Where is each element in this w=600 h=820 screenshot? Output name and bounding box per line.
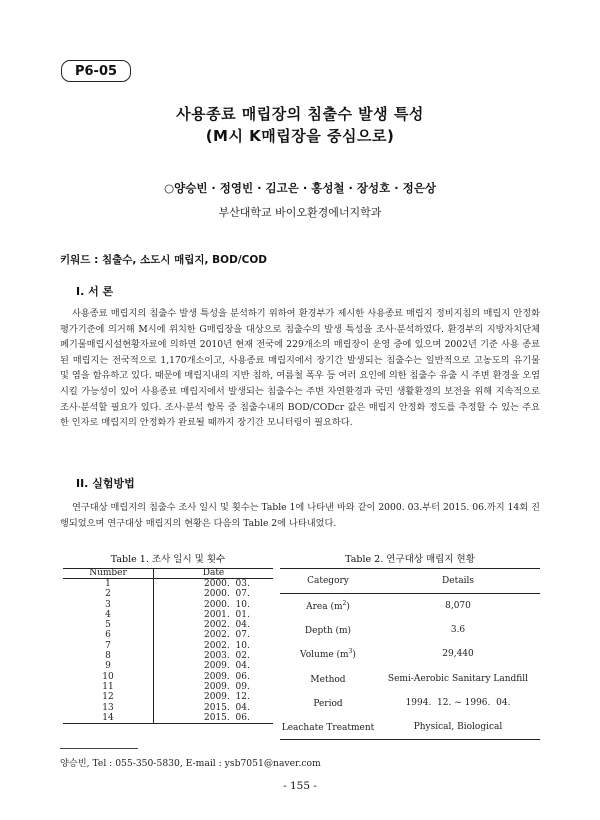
table2-row xyxy=(280,691,540,715)
table1-cell-number: 8 xyxy=(63,651,154,661)
table1-cell-number: 1 xyxy=(63,579,154,590)
section-heading-intro: I. 서 론 xyxy=(76,285,114,298)
table1-cell-number: 13 xyxy=(63,703,154,713)
table2-caption: Table 2. 연구대상 매립지 현황 xyxy=(345,554,475,565)
table2-cell-category xyxy=(280,715,376,740)
table2-cell-category xyxy=(280,642,376,666)
table2-category-text: Leachate Treatment xyxy=(281,723,375,734)
table2-category-text: Volume (m xyxy=(300,650,349,661)
table1-cell-number: 9 xyxy=(63,661,154,671)
table1-cell-date: 2009. 04. xyxy=(204,661,250,672)
author-list: ○양승빈 · 정영빈 · 김고은 · 홍성철 · 장성호 · 정은상 xyxy=(164,181,436,195)
table2-row xyxy=(280,667,540,691)
table2-cell-details: 8,070 xyxy=(445,601,471,612)
table1-cell-number: 14 xyxy=(63,713,154,724)
affiliation: 부산대학교 바이오환경에너지학과 xyxy=(218,206,382,219)
table1-cell-number: 11 xyxy=(63,682,154,692)
table2-cell-category xyxy=(280,691,376,715)
table1-cell-date: 2002. 07. xyxy=(204,630,250,641)
table1-header-number: Number xyxy=(63,569,154,579)
table2-category-text: Period xyxy=(313,698,343,709)
table1-cell-number: 6 xyxy=(63,630,154,640)
table2-header-category: Category xyxy=(280,569,376,594)
footnote-divider xyxy=(60,748,138,749)
table1-row xyxy=(63,672,273,682)
table2-cell-details: Physical, Biological xyxy=(413,722,503,733)
table2-header-details: Details xyxy=(376,569,540,594)
footnote: 양승빈, Tel : 055-350-5830, E-mail : ysb7051@naver.com xyxy=(60,758,321,769)
table1-cell-number: 7 xyxy=(63,641,154,651)
table1-cell-date: 2002. 04. xyxy=(204,620,250,631)
table2-category-exponent: 3 xyxy=(348,648,353,656)
table2-cell-category xyxy=(280,594,376,619)
table1-cell-number: 10 xyxy=(63,672,154,682)
table1-row xyxy=(63,610,273,620)
table1-cell-number: 4 xyxy=(63,610,154,620)
table1-cell-number: 5 xyxy=(63,620,154,630)
table1-cell-number: 2 xyxy=(63,589,154,599)
table2-category-text: Depth (m) xyxy=(304,626,352,637)
table1-row xyxy=(63,589,273,599)
table1-cell-number: 3 xyxy=(63,600,154,610)
table1-cell-date: 2015. 06. xyxy=(204,712,250,723)
table2-category-close: ) xyxy=(352,650,356,661)
table1 xyxy=(63,568,273,724)
table2-category-text: Method xyxy=(310,674,346,685)
table1-cell-date: 2009. 06. xyxy=(204,671,250,682)
table1-row xyxy=(63,692,273,702)
paper-subtitle: (M시 K매립장을 중심으로) xyxy=(205,127,395,145)
session-badge: P6-05 xyxy=(61,60,131,82)
table1-cell-date: 2000. 10. xyxy=(204,599,250,610)
table2-cell-details: 29,440 xyxy=(442,649,474,660)
table1-cell-date: 2000. 07. xyxy=(204,589,250,600)
table1-row xyxy=(63,713,273,724)
table1-row xyxy=(63,703,273,713)
table1-cell-date: 2009. 12. xyxy=(204,692,250,703)
table2-category-close: ) xyxy=(346,602,350,613)
table2-cell-category xyxy=(280,667,376,691)
methods-paragraph: 연구대상 매립지의 침출수 조사 일시 및 횟수는 Table 1에 나타낸 바와 같이 2000. 03.부터 2015. 06.까지 14회 진행되었으며 연구대상 매립지의 현황은 다음의 Table 2에 나타내었다. xyxy=(60,502,540,529)
table1-cell-date: 2002. 10. xyxy=(204,640,250,651)
table2-category-exponent: 2 xyxy=(342,600,347,608)
keywords: 키워드 : 침출수, 소도시 매립지, BOD/COD xyxy=(60,254,267,266)
table2-cell-details: Semi-Aerobic Sanitary Landfill xyxy=(387,673,529,684)
table1-row xyxy=(63,641,273,651)
table1-cell-number: 12 xyxy=(63,692,154,702)
table2-cell-details: 1994. 12. ~ 1996. 04. xyxy=(405,697,511,708)
table2-category-text: Area (m xyxy=(306,602,343,613)
table1-caption: Table 1. 조사 일시 및 횟수 xyxy=(110,554,226,565)
table1-cell-date: 2009. 09. xyxy=(204,681,250,692)
table1-row xyxy=(63,600,273,610)
table1-cell-date: 2001. 01. xyxy=(204,609,250,620)
table2-row xyxy=(280,594,540,619)
table1-row xyxy=(63,682,273,692)
table1-header-date: Date xyxy=(154,569,274,579)
table1-cell-date: 2003. 02. xyxy=(204,651,250,662)
table2 xyxy=(280,568,540,740)
table1-row xyxy=(63,630,273,640)
paper-title: 사용종료 매립장의 침출수 발생 특성 xyxy=(176,105,424,123)
table2-row xyxy=(280,618,540,642)
table1-cell-date: 2015. 04. xyxy=(204,702,250,713)
table2-cell-details: 3.6 xyxy=(450,625,466,636)
table1-row xyxy=(63,620,273,630)
intro-paragraph: 사용종료 매립지의 침출수 발생 특성을 분석하기 위하여 환경부가 제시한 사용종료 매립지 정비지침의 매립지 안정화 평가기준에 의거해 M시에 위치한 G매립장을 대상으로 침출수의 발생 특성을 조사·분석하였다. 환경부의 지방자치단체 폐기물매립시설현황자료에 의하면 2010년 현재 전국에 229개소의 매립장이 운영 중에 있으며 2002년 기준 사용 종료된 매립지는 전국적으로 1,170개소이고, 사용종료 매립지에서 장기간 발생되는 침출수는 일반적으로 고농도의 유기물 및 염을 함유하고 있다. 때문에 매립지내의 지반 침하, 여름철 폭우 등 여러 요인에 의한 침출수 유출 시 주변 환경을 오염시킬 가능성이 있어 사용종료 매립지에서 발생되는 침출수는 주변 자연환경과 국민 생활환경의 보전을 위해 지속적으로 조사·분석할 필요가 있다. 조사·분석 항목 중 침출수내의 BOD/CODcr 값은 매립지 안정화 정도를 추정할 수 있는 주요한 인자로 매립지의 안정화가 완료될 때까지 장기간 모니터링이 필요하다. xyxy=(60,308,540,429)
table2-cell-category xyxy=(280,618,376,642)
table1-row xyxy=(63,661,273,671)
table1-cell-date: 2000. 03. xyxy=(204,579,250,589)
section-heading-methods: II. 실험방법 xyxy=(76,477,135,490)
table1-row xyxy=(63,651,273,661)
table1-row xyxy=(63,579,273,590)
page-number: - 155 - xyxy=(283,780,317,792)
table2-row xyxy=(280,642,540,666)
table2-row xyxy=(280,715,540,740)
